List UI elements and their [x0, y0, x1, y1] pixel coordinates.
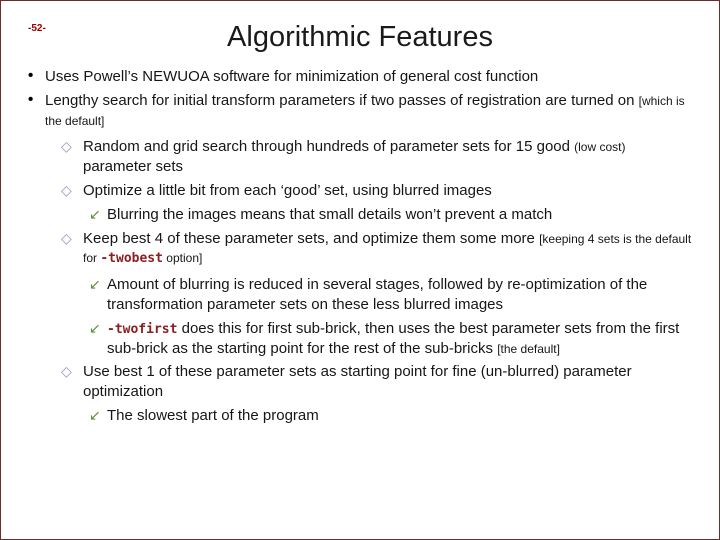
code-text: -twobest — [100, 251, 163, 267]
slide-number: -52- — [28, 23, 46, 34]
list-item-text — [83, 362, 695, 402]
text-segment: Keep best 4 of these parameter sets, and optimize them some more — [83, 229, 540, 247]
text-segment: option] — [162, 251, 203, 266]
list-item-text — [107, 406, 695, 426]
text-segment: Amount of blurring is reduced in several stages, followed by re-optimization of the transformation parameter sets on these less blurred images — [107, 276, 648, 313]
diamond-bullet-icon: ◇ — [61, 363, 72, 380]
text-segment: Uses Powell’s NEWUOA software for minimization of general cost function — [45, 68, 539, 85]
text-segment: [which is the default] — [45, 93, 685, 128]
text-segment: Lengthy search for initial transform parameters if two passes of registration are turned on — [45, 91, 639, 109]
list-item — [61, 137, 695, 177]
code-text: -twofirst — [107, 321, 178, 337]
list-item-text — [107, 319, 695, 359]
arrow-bullet-icon: ↙ — [89, 276, 101, 293]
list-item-text — [83, 181, 695, 201]
diamond-bullet-icon: ◇ — [61, 229, 72, 246]
diamond-bullet-icon: ◇ — [61, 138, 72, 155]
list-item — [61, 229, 695, 269]
list-item-text — [83, 229, 695, 269]
arrow-bullet-icon: ↙ — [89, 205, 101, 222]
text-segment: The slowest part of the program — [107, 406, 319, 424]
arrow-bullet-icon: ↙ — [89, 406, 101, 423]
list-item — [61, 181, 695, 201]
list-item-text — [83, 137, 695, 177]
list-item — [89, 205, 695, 225]
dot-bullet-icon: • — [28, 67, 34, 84]
list-item-text — [45, 91, 695, 131]
page-title: Algorithmic Features — [227, 21, 493, 53]
list-item — [89, 406, 695, 426]
list-item — [61, 362, 695, 402]
list-item — [28, 91, 695, 131]
bullet-list — [25, 67, 695, 426]
text-segment: Use best 1 of these parameter sets as starting point for fine (un-blurred) parameter optimization — [83, 363, 632, 401]
list-item — [89, 319, 695, 359]
text-segment: Blurring the images means that small details won’t prevent a match — [107, 205, 553, 223]
list-item-text — [45, 67, 695, 87]
diamond-bullet-icon: ◇ — [61, 181, 72, 198]
text-segment: does this for first sub-brick, then uses the best parameter sets from the first sub-brick as the starting point for the rest of the sub-bricks — [107, 319, 680, 357]
text-segment: (low cost) — [574, 140, 626, 155]
list-item — [89, 275, 695, 315]
text-segment: parameter sets — [83, 158, 184, 176]
list-item-text — [107, 205, 695, 225]
text-segment: Optimize a little bit from each ‘good’ set, using blurred images — [83, 181, 492, 199]
list-item — [28, 67, 695, 87]
arrow-bullet-icon: ↙ — [89, 319, 101, 336]
list-item-text — [107, 275, 695, 315]
text-segment: Random and grid search through hundreds of parameter sets for 15 good — [83, 138, 575, 156]
text-segment: [keeping 4 sets is the default for — [83, 231, 692, 266]
dot-bullet-icon: • — [28, 90, 34, 108]
text-segment: [the default] — [497, 341, 560, 356]
